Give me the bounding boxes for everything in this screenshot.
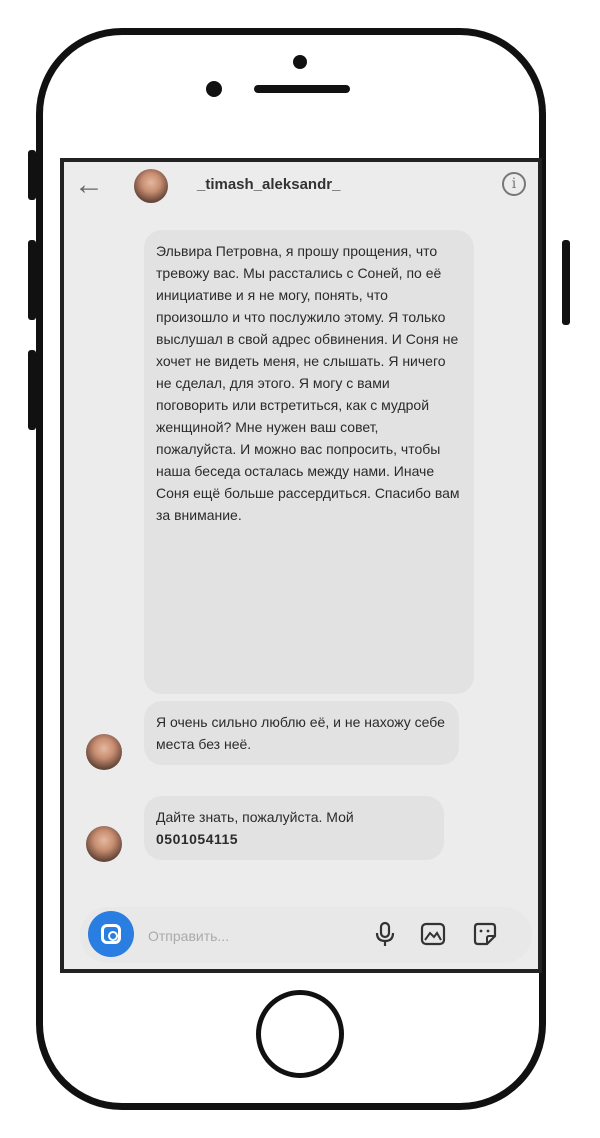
arrow-left-icon[interactable]: ← <box>74 168 104 201</box>
microphone-icon[interactable] <box>372 921 398 947</box>
power-button <box>562 240 570 325</box>
message-text: Эльвира Петровна, я прошу прощения, что тревожу вас. Мы расстались с Соней, по её инициативе и я не могу, понять, что произошло и что послужило этому. Я только выслушал в свой адрес обвинения. И Соня не хочет не видеть меня, не слышать. Я ничего не сделал, для этого. Я могу с вами поговорить или встретиться, как с мудрой женщиной? Мне нужен ваш совет, пожалуйста. И можно вас попросить, чтобы наша беседа осталась между нами. Иначе Соня ещё больше рассердиться. Спасибо вам за внимание. <box>156 243 460 523</box>
message-text: Дайте знать, пожалуйста. Мой <box>156 809 354 825</box>
avatar[interactable] <box>134 169 168 203</box>
info-icon[interactable]: i <box>502 172 526 196</box>
message-input[interactable] <box>146 923 350 949</box>
phone-number: 0501054115 <box>156 831 239 847</box>
front-camera <box>293 55 307 69</box>
chat-header <box>64 162 538 212</box>
volume-down-button <box>28 350 36 430</box>
avatar <box>86 826 122 862</box>
message-bubble <box>144 230 474 694</box>
camera-icon[interactable] <box>88 911 134 957</box>
home-button[interactable] <box>256 990 344 1078</box>
earpiece-speaker <box>254 85 350 93</box>
message-bubble <box>144 701 459 765</box>
message-composer <box>80 907 532 963</box>
gallery-icon[interactable] <box>420 921 446 947</box>
chat-screen <box>60 158 542 973</box>
message-bubble <box>144 796 444 860</box>
chat-username[interactable]: _timash_aleksandr_ <box>197 176 341 193</box>
sticker-icon[interactable] <box>472 921 498 947</box>
volume-up-button <box>28 240 36 320</box>
silent-switch <box>28 150 36 200</box>
proximity-sensor <box>206 81 222 97</box>
message-text: Я очень сильно люблю её, и не нахожу себе места без неё. <box>156 714 445 752</box>
avatar <box>86 734 122 770</box>
